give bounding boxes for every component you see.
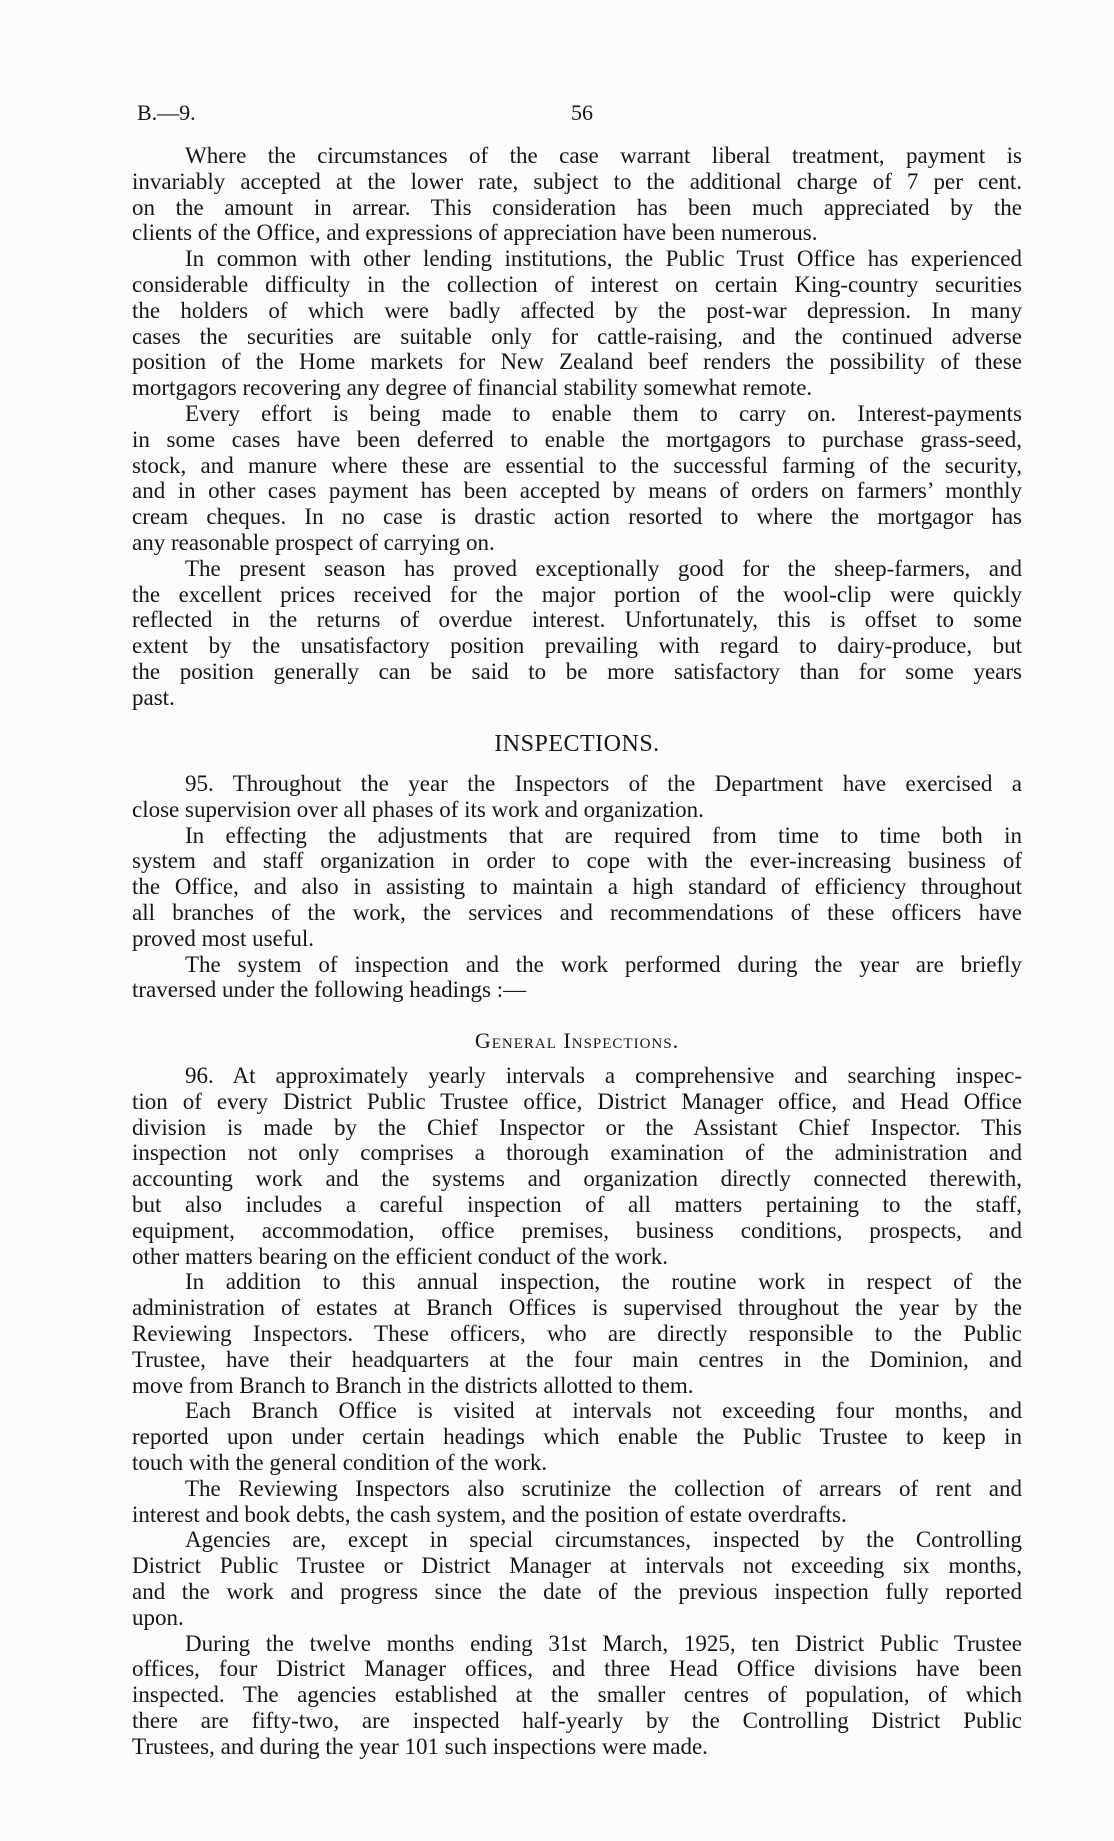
text-line: other matters bearing on the efficient conduct of the work. (132, 1243, 669, 1269)
document-code: B.—9. (137, 100, 196, 125)
text-line: inspected. The agencies established at the smaller centres of population, of which (132, 1682, 1022, 1708)
text-line: Every effort is being made to enable them to carry on. Interest-payments (185, 400, 1022, 426)
section-heading-general-inspections: General Inspections. (474, 1027, 680, 1053)
intro-section (132, 143, 1022, 711)
general-inspections-section (132, 1028, 1022, 1760)
text-line: Trustee, have their headquarters at the four main centres in the Dominion, and (132, 1346, 1022, 1372)
text-line: division is made by the Chief Inspector or the Assistant Chief Inspector. This (132, 1114, 1022, 1140)
text-line: equipment, accommodation, office premises, business conditions, prospects, and (132, 1217, 1022, 1243)
text-line: touch with the general condition of the work. (132, 1449, 548, 1475)
text-line: system and staff organization in order to cope with the ever-increasing business of (132, 848, 1022, 874)
text-line: move from Branch to Branch in the districts allotted to them. (132, 1372, 694, 1398)
paragraph (132, 143, 1022, 246)
text-line: District Public Trustee or District Manager at intervals not exceeding six months, (132, 1553, 1022, 1579)
text-line: upon. (132, 1604, 184, 1630)
text-line: The present season has proved exceptionally good for the sheep-farmers, and (185, 555, 1022, 581)
text-line: reported upon under certain headings which enable the Public Trustee to keep in (132, 1424, 1022, 1450)
text-line: proved most useful. (132, 925, 315, 951)
text-line: stock, and manure where these are essential to the successful farming of the security, (132, 452, 1022, 478)
text-line: the Office, and also in assisting to maintain a high standard of efficiency throughout (132, 874, 1022, 900)
paragraph (132, 823, 1022, 952)
text-line: accounting work and the systems and organization directly connected therewith, (132, 1166, 1022, 1192)
text-line: 96. At approximately yearly intervals a comprehensive and searching inspec- (185, 1062, 1022, 1088)
text-line: reflected in the returns of overdue interest. Unfortunately, this is offset to some (132, 607, 1022, 633)
text-line: any reasonable prospect of carrying on. (132, 529, 495, 555)
text-line: the position generally can be said to be more satisfactory than for some years (132, 658, 1022, 684)
text-line: past. (132, 684, 175, 710)
paragraph (132, 1398, 1022, 1475)
text-line: The system of inspection and the work performed during the year are briefly (185, 951, 1022, 977)
text-line: During the twelve months ending 31st March, 1925, ten District Public Trustee (185, 1630, 1022, 1656)
inspections-section (132, 732, 1022, 1003)
text-line: Agencies are, except in special circumstances, inspected by the Controlling (185, 1527, 1022, 1553)
paragraph (132, 246, 1022, 401)
text-line: inspection not only comprises a thorough examination of the administration and (132, 1140, 1022, 1166)
paragraph (132, 1527, 1022, 1630)
text-line: extent by the unsatisfactory position prevailing with regard to dairy-produce, but (132, 633, 1022, 659)
text-line: cases the securities are suitable only for cattle-raising, and the continued adverse (132, 323, 1022, 349)
text-line: clients of the Office, and expressions of appreciation have been numerous. (132, 220, 818, 246)
text-line: offices, four District Manager offices, and three Head Office divisions have been (132, 1656, 1022, 1682)
paragraph (132, 952, 1022, 1004)
document-body (132, 143, 1022, 1759)
text-line: Where the circumstances of the case warrant liberal treatment, payment is (185, 143, 1022, 168)
text-line: and the work and progress since the date of the previous inspection fully reported (132, 1578, 1022, 1604)
text-line: In addition to this annual inspection, the routine work in respect of the (185, 1269, 1022, 1295)
text-line: invariably accepted at the lower rate, subject to the additional charge of 7 per cent. (132, 168, 1022, 194)
paragraph (132, 1269, 1022, 1398)
text-line: Each Branch Office is visited at intervals not exceeding four months, and (185, 1398, 1022, 1424)
text-line: position of the Home markets for New Zealand beef renders the possibility of these (132, 349, 1022, 375)
text-line: the excellent prices received for the major portion of the wool-clip were quickly (132, 581, 1022, 607)
text-line: traversed under the following headings :— (132, 977, 527, 1003)
text-line: close supervision over all phases of its work and organization. (132, 796, 704, 822)
text-line: interest and book debts, the cash system, and the position of estate overdrafts. (132, 1501, 847, 1527)
paragraph (132, 1476, 1022, 1528)
text-line: on the amount in arrear. This consideration has been much appreciated by the (132, 194, 1022, 220)
section-heading-inspections: INSPECTIONS. (494, 731, 660, 758)
text-line: Trustees, and during the year 101 such inspections were made. (132, 1733, 708, 1759)
paragraph (132, 556, 1022, 711)
text-line: in some cases have been deferred to enable the mortgagors to purchase grass-seed, (132, 426, 1022, 452)
text-line: mortgagors recovering any degree of financial stability somewhat remote. (132, 375, 813, 401)
text-line: In effecting the adjustments that are required from time to time both in (185, 822, 1022, 848)
text-line: all branches of the work, the services and recommendations of these officers have (132, 900, 1022, 925)
paragraph (132, 401, 1022, 556)
text-line: there are fifty-two, are inspected half-yearly by the Controlling District Public (132, 1707, 1022, 1733)
text-line: tion of every District Public Trustee office, District Manager office, and Head Office (132, 1088, 1022, 1114)
text-line: Reviewing Inspectors. These officers, who are directly responsible to the Public (132, 1320, 1022, 1346)
paragraph (132, 1631, 1022, 1760)
paragraph (132, 1063, 1022, 1269)
text-line: administration of estates at Branch Offices is supervised throughout the year by the (132, 1295, 1022, 1321)
text-line: the holders of which were badly affected by the post-war depression. In many (132, 297, 1022, 323)
text-line: and in other cases payment has been accepted by means of orders on farmers’ monthly (132, 478, 1022, 504)
text-line: but also includes a careful inspection of all matters pertaining to the staff, (132, 1191, 1022, 1217)
page-number: 56 (571, 100, 593, 125)
text-line: cream cheques. In no case is drastic action resorted to where the mortgagor has (132, 504, 1022, 530)
text-line: In common with other lending institutions, the Public Trust Office has experienced (185, 246, 1022, 272)
paragraph (132, 771, 1022, 823)
text-line: considerable difficulty in the collection of interest on certain King-country securities (132, 271, 1022, 297)
text-line: 95. Throughout the year the Inspectors of the Department have exercised a (185, 771, 1022, 797)
text-line: The Reviewing Inspectors also scrutinize the collection of arrears of rent and (185, 1475, 1022, 1501)
